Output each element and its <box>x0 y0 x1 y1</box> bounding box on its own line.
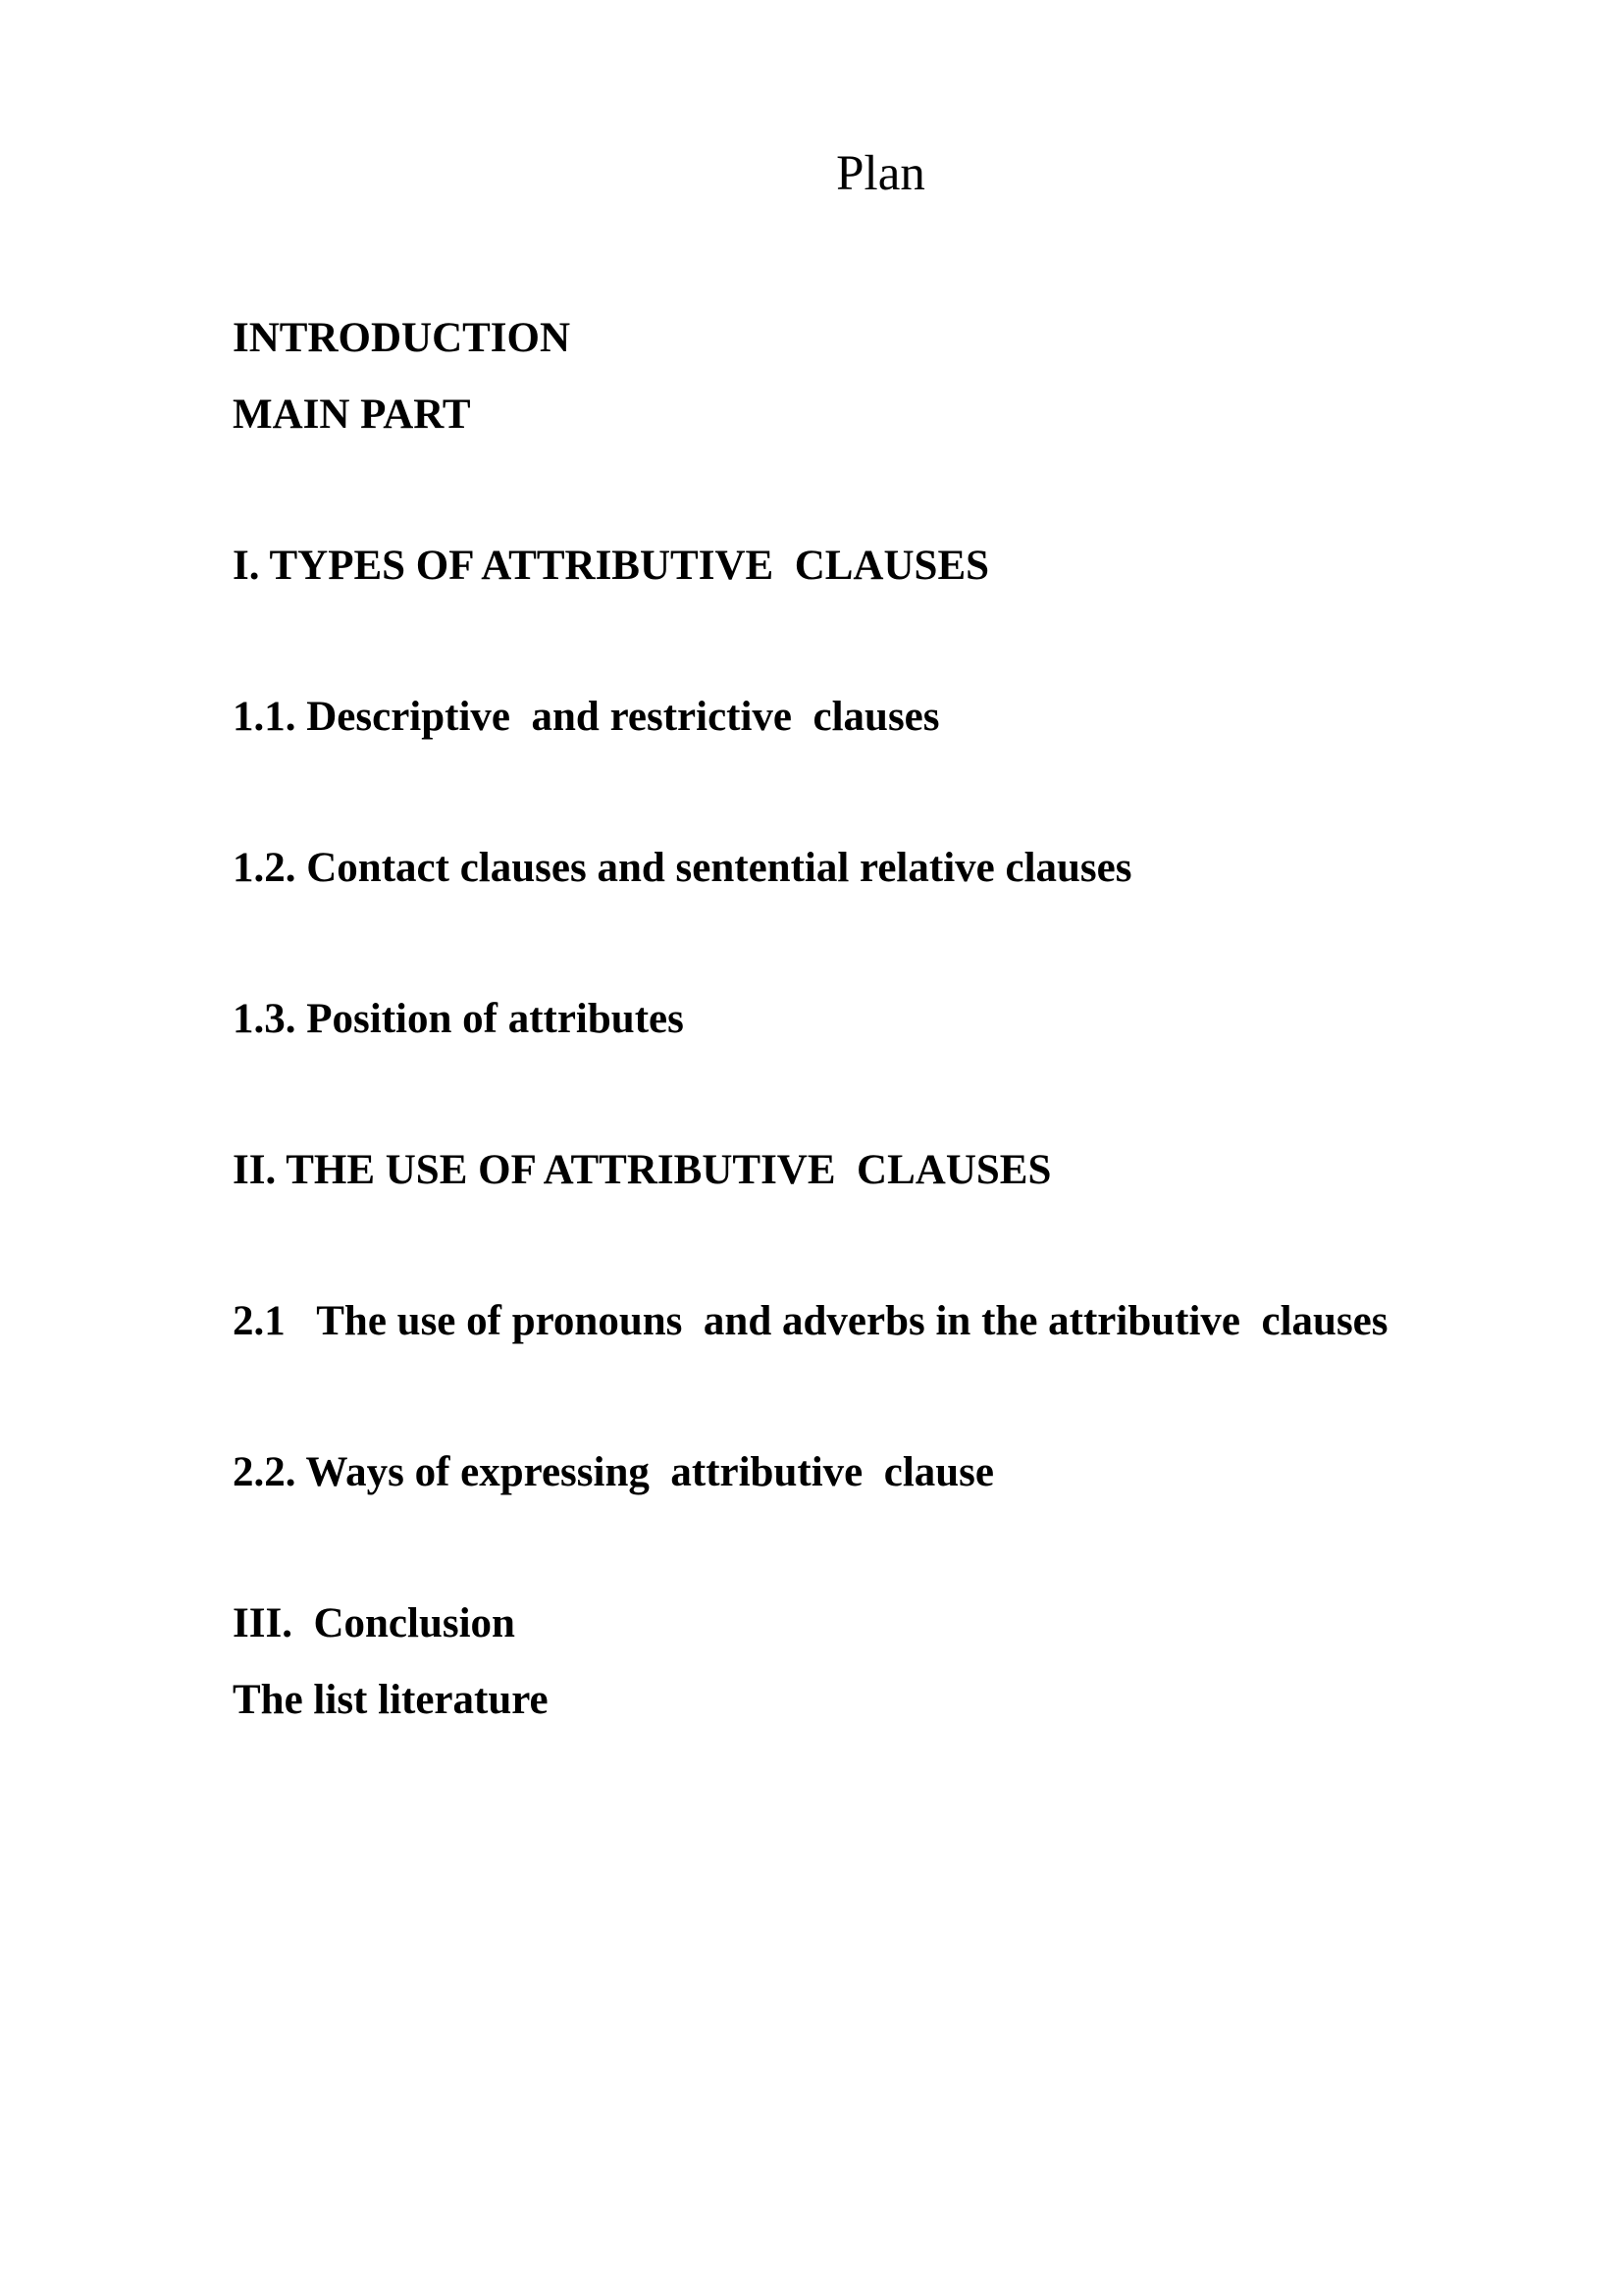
toc-item-1-2: 1.2. Contact clauses and sentential relative clauses <box>233 845 1132 891</box>
toc-item-2-2: 2.2. Ways of expressing attributive clause <box>233 1449 994 1495</box>
toc-item-main-part: MAIN PART <box>233 391 471 438</box>
toc-item-introduction: INTRODUCTION <box>233 315 571 361</box>
toc-item-conclusion: III. Conclusion <box>233 1600 515 1646</box>
toc-item-section-2: II. THE USE OF ATTRIBUTIVE CLAUSES <box>233 1147 1052 1193</box>
toc-item-2-1: 2.1 The use of pronouns and adverbs in the attributive clauses <box>233 1298 1388 1344</box>
toc-item-section-1: I. TYPES OF ATTRIBUTIVE CLAUSES <box>233 543 990 589</box>
toc-item-1-3: 1.3. Position of attributes <box>233 996 684 1042</box>
toc-item-literature: The list literature <box>233 1677 549 1723</box>
toc-item-1-1: 1.1. Descriptive and restrictive clauses <box>233 694 940 740</box>
page-title: Plan <box>836 146 925 201</box>
